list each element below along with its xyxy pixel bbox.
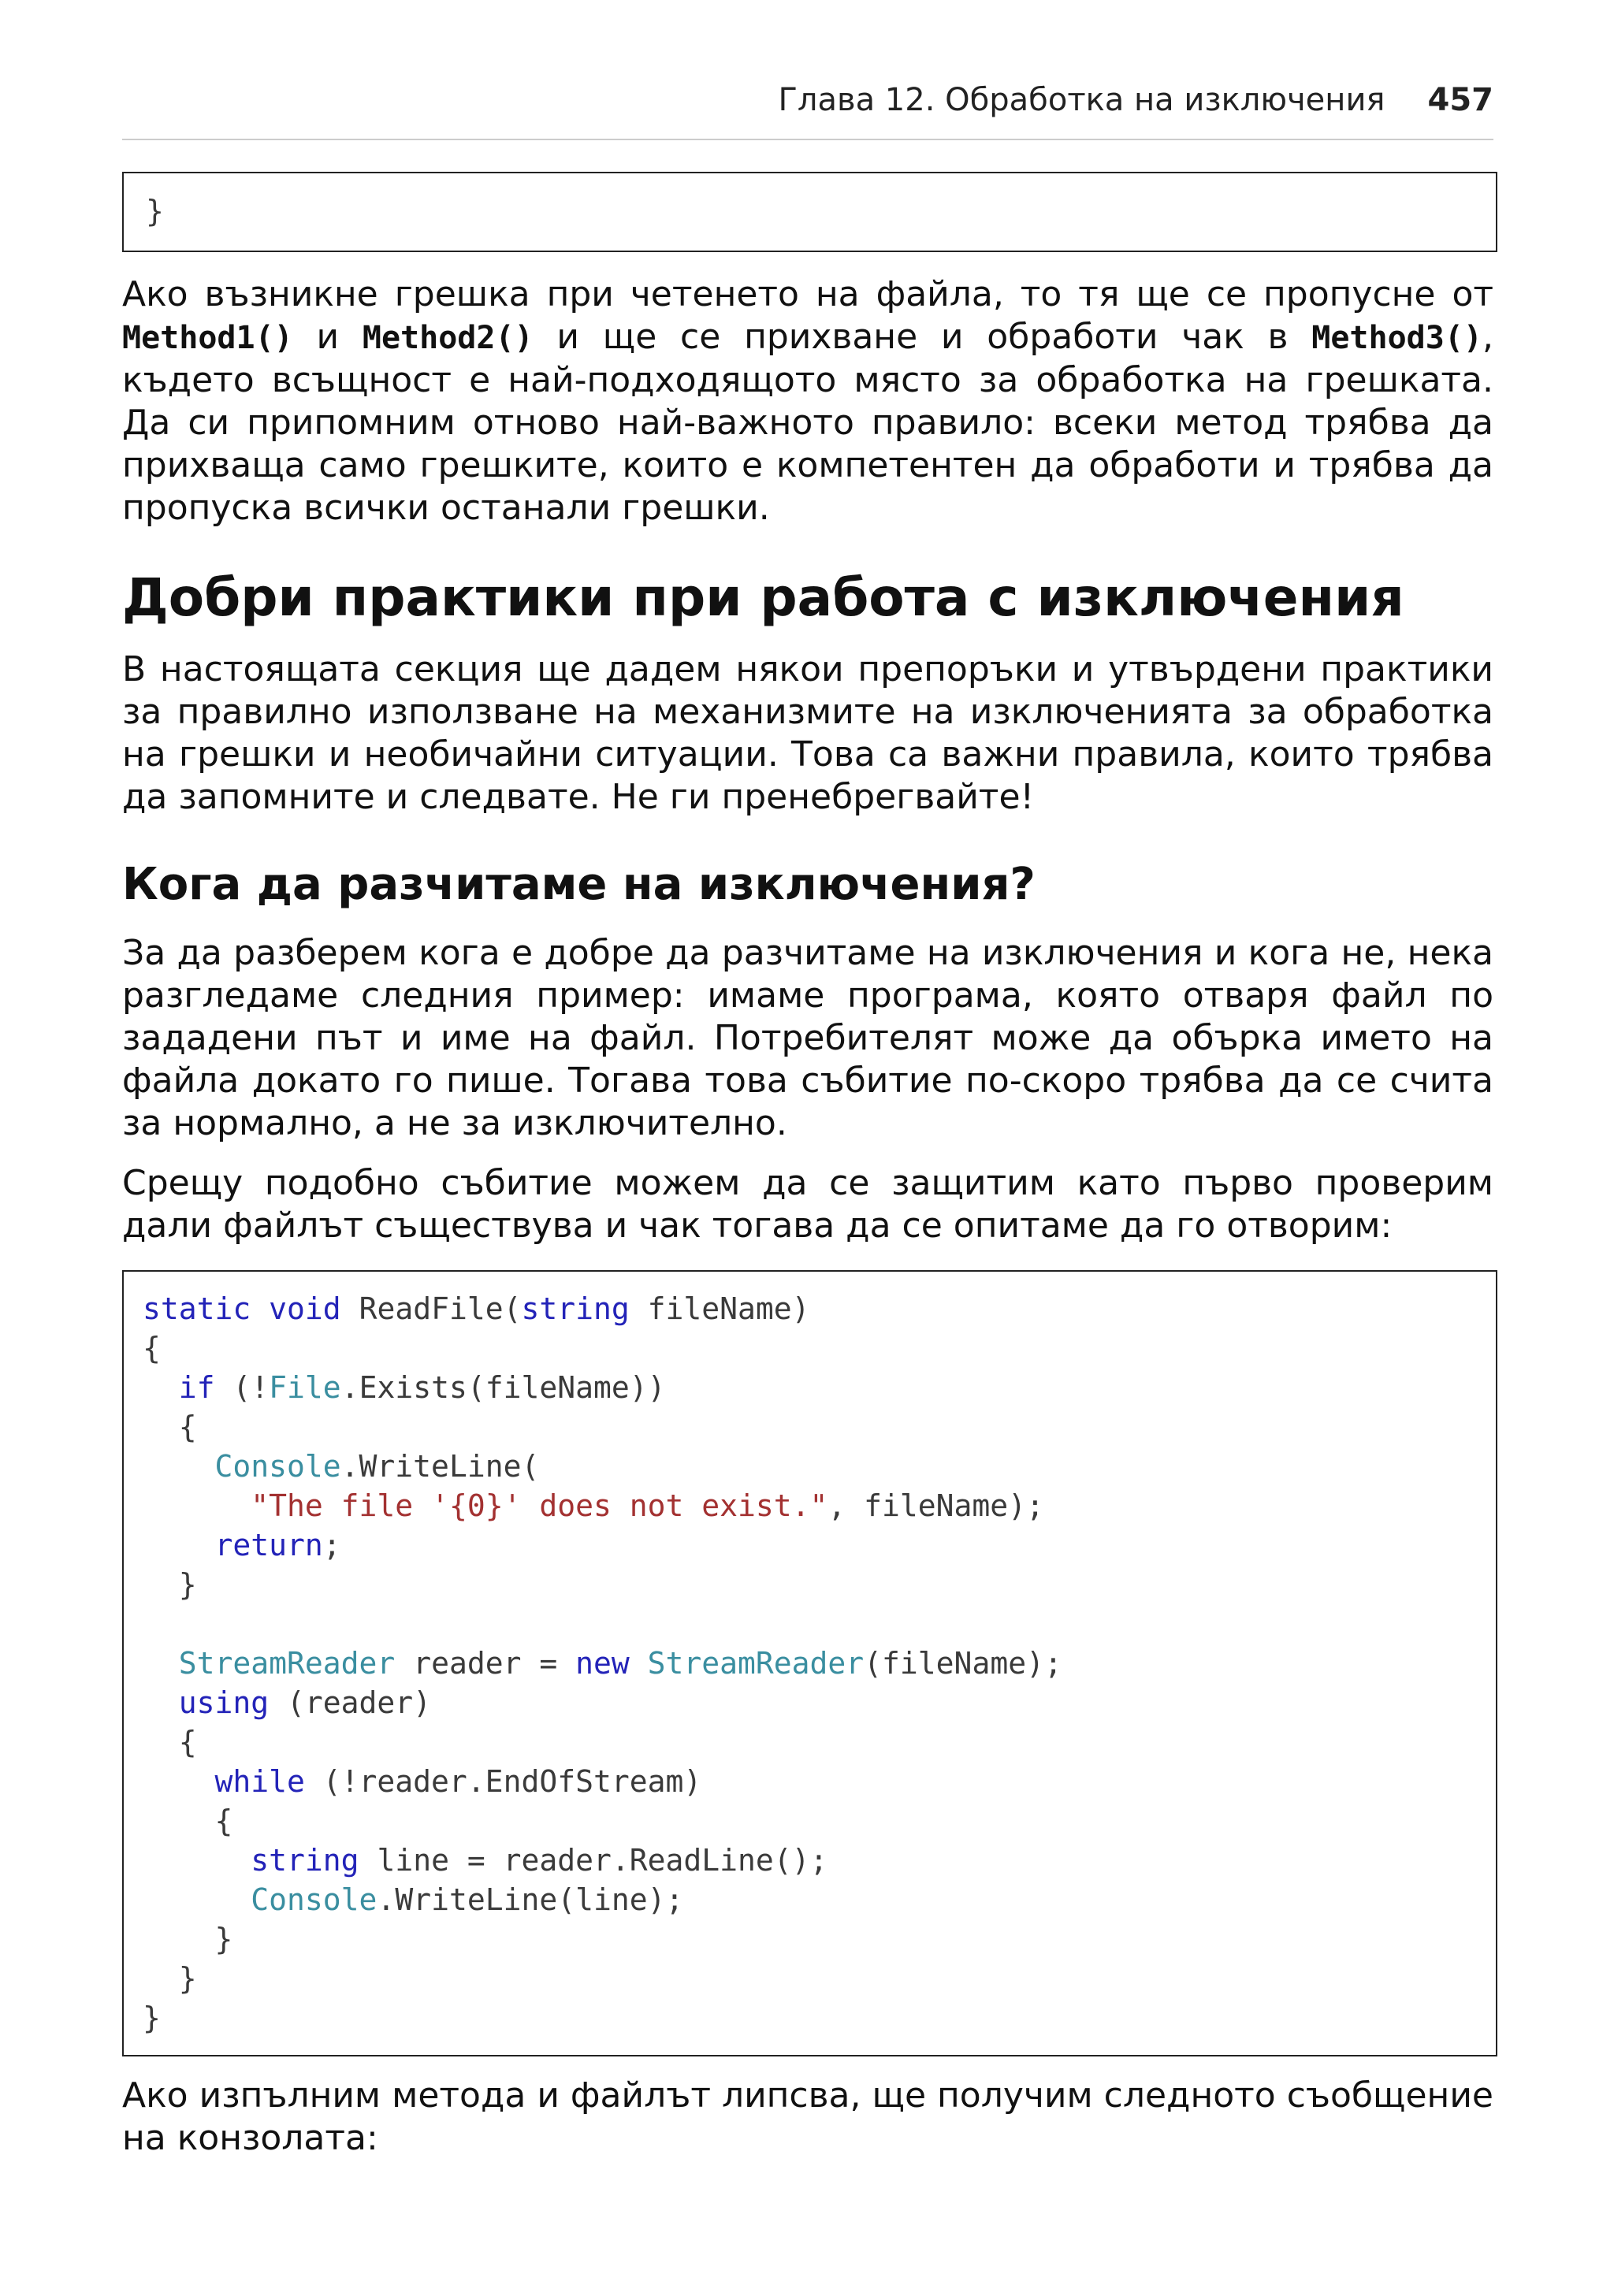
header-divider xyxy=(122,139,1493,140)
code-line xyxy=(143,1525,1496,1565)
code-line: } xyxy=(143,1922,233,1956)
code-keyword: if xyxy=(178,1370,215,1405)
code-text: fileName) xyxy=(629,1291,810,1326)
code-line xyxy=(143,1289,1496,1328)
inline-code-method1: Method1() xyxy=(122,320,293,356)
code-keyword: string xyxy=(251,1843,359,1878)
code-text: (! xyxy=(214,1370,270,1405)
code-type: Console xyxy=(251,1882,377,1917)
code-type: StreamReader xyxy=(178,1646,396,1681)
code-indent xyxy=(143,1646,179,1681)
code-line xyxy=(143,1604,1496,1644)
code-indent xyxy=(143,1528,215,1562)
code-text xyxy=(251,1291,269,1326)
code-type: Console xyxy=(214,1449,341,1484)
code-indent xyxy=(143,1685,179,1720)
code-block-readfile xyxy=(122,1270,1497,2056)
code-indent xyxy=(143,1449,215,1484)
code-keyword: void xyxy=(269,1291,341,1326)
paragraph-exception-propagation xyxy=(122,273,1493,529)
code-indent xyxy=(143,1882,251,1917)
code-text: .WriteLine( xyxy=(340,1449,540,1484)
code-line: { xyxy=(143,1804,233,1838)
paragraph-section-intro: В настоящата секция ще дадем някои препоръки и утвърдени практики за правилно използване на механизмите на изключенията за обработка на грешки и необичайни ситуации. Това са важни правила, които трябва да запомните и следвате. Не ги пренебрегвайте! xyxy=(122,649,1493,817)
code-line xyxy=(143,1762,1496,1801)
code-line: { xyxy=(143,1410,197,1444)
text-run: Ако възникне грешка при четенето на файла, то тя ще се пропусне от xyxy=(122,274,1493,314)
code-text: .Exists(fileName)) xyxy=(340,1370,666,1405)
code-type: File xyxy=(269,1370,341,1405)
code-type: StreamReader xyxy=(647,1646,865,1681)
code-text: reader = xyxy=(395,1646,576,1681)
code-line: } xyxy=(143,1961,197,1996)
code-line xyxy=(143,1841,1496,1880)
text-run: и xyxy=(292,317,363,357)
page-number: 457 xyxy=(1427,82,1493,118)
text-run: , където всъщност е най-подходящото място за обработка на грешката. Да си припомним отново най-важното правило: всеки метод трябва да прихваща само грешките, които е компетентен да обработи и трябва да пропуска всички останали грешки. xyxy=(122,317,1493,528)
chapter-title: Глава 12. Обработка на изключения xyxy=(778,82,1385,118)
code-text: (fileName); xyxy=(864,1646,1062,1681)
code-line: } xyxy=(146,194,164,228)
code-line xyxy=(143,1368,1496,1407)
inline-code-method3: Method3() xyxy=(1311,320,1482,356)
code-text: .WriteLine(line); xyxy=(377,1882,684,1917)
code-text: ReadFile( xyxy=(340,1291,522,1326)
paragraph-console-output-intro: Ако изпълним метода и файлът липсва, ще получим следното съобщение на конзолата: xyxy=(122,2075,1493,2158)
section-heading: Добри практики при работа с изключения xyxy=(122,567,1404,628)
code-indent xyxy=(143,1843,251,1878)
code-text: line = reader.ReadLine(); xyxy=(359,1843,828,1878)
code-keyword: string xyxy=(521,1291,630,1326)
code-text: , fileName); xyxy=(827,1488,1044,1523)
code-line xyxy=(143,1683,1496,1722)
code-line xyxy=(143,1486,1496,1525)
code-keyword: while xyxy=(214,1764,305,1799)
code-keyword: static xyxy=(143,1291,251,1326)
code-text: (reader) xyxy=(269,1685,432,1720)
code-text xyxy=(630,1646,648,1681)
code-keyword: using xyxy=(178,1685,270,1720)
code-line xyxy=(143,1447,1496,1486)
code-text: (!reader.EndOfStream) xyxy=(304,1764,702,1799)
code-text: ; xyxy=(322,1528,341,1562)
code-line xyxy=(143,1644,1496,1683)
code-indent xyxy=(143,1764,215,1799)
paragraph-check-file: Срещу подобно събитие можем да се защитим като първо проверим дали файлът съществува и чак тогава да се опитаме да го отворим: xyxy=(122,1163,1493,1246)
running-header xyxy=(779,82,1493,118)
code-keyword: new xyxy=(575,1646,630,1681)
code-block-continuation xyxy=(122,172,1497,252)
inline-code-method2: Method2() xyxy=(362,320,534,356)
code-line: { xyxy=(143,1331,161,1365)
code-keyword: return xyxy=(214,1528,323,1562)
subsection-heading: Кога да разчитаме на изключения? xyxy=(122,859,1036,910)
code-indent xyxy=(143,1370,179,1405)
code-line: { xyxy=(143,1725,197,1759)
code-line: } xyxy=(143,1567,197,1602)
code-line xyxy=(143,1880,1496,1919)
text-run: и ще се прихване и обработи чак в xyxy=(533,317,1312,357)
code-line: } xyxy=(143,2001,161,2035)
code-indent xyxy=(143,1488,251,1523)
paragraph-example-intro: За да разберем кога е добре да разчитаме на изключения и кога не, нека разгледаме следния пример: имаме програма, която отваря файл по зададени път и име на файл. Потребителят може да обърка името на файла докато го пише. Тогава това събитие по-скоро трябва да се счита за нормално, а не за изключително. xyxy=(122,933,1493,1143)
code-string: "The file '{0}' does not exist." xyxy=(251,1488,828,1523)
